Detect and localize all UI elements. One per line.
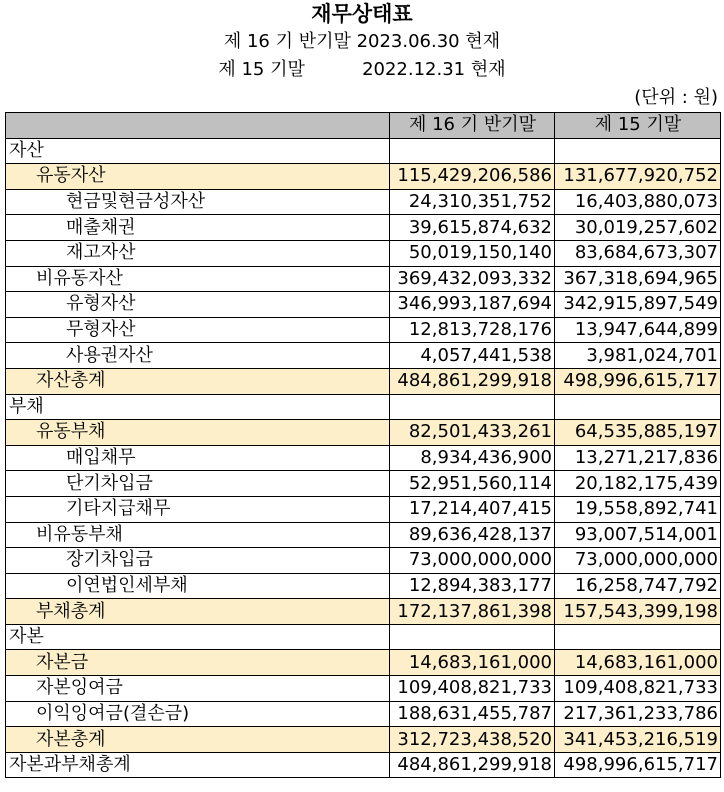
prior-value: 16,258,747,792 bbox=[555, 573, 721, 599]
table-row bbox=[6, 496, 721, 522]
prior-value: 3,981,024,701 bbox=[555, 343, 721, 369]
account-label: 부채 bbox=[6, 394, 390, 420]
account-label: 유동부채 bbox=[6, 420, 390, 446]
prior-value: 30,019,257,602 bbox=[555, 215, 721, 241]
current-value: 17,214,407,415 bbox=[390, 496, 555, 522]
current-value bbox=[390, 138, 555, 164]
table-row bbox=[6, 164, 721, 190]
prior-value: 109,408,821,733 bbox=[555, 676, 721, 702]
account-label: 매출채권 bbox=[6, 215, 390, 241]
prior-value: 131,677,920,752 bbox=[555, 164, 721, 190]
current-value: 24,310,351,752 bbox=[390, 189, 555, 215]
current-value: 39,615,874,632 bbox=[390, 215, 555, 241]
account-label: 부채총계 bbox=[6, 599, 390, 625]
table-row bbox=[6, 599, 721, 625]
prior-value: 341,453,216,519 bbox=[555, 727, 721, 753]
table-row bbox=[6, 573, 721, 599]
account-label: 단기차입금 bbox=[6, 471, 390, 497]
prior-value: 217,361,233,786 bbox=[555, 701, 721, 727]
prior-value: 93,007,514,001 bbox=[555, 522, 721, 548]
account-label: 자본총계 bbox=[6, 727, 390, 753]
prior-value: 498,996,615,717 bbox=[555, 752, 721, 778]
prior-value: 83,684,673,307 bbox=[555, 240, 721, 266]
period-current: 제 16 기 반기말 2023.06.30 현재 bbox=[223, 31, 501, 52]
table-row bbox=[6, 727, 721, 753]
table-row bbox=[6, 138, 721, 164]
unit-label: (단위 : 원) bbox=[634, 87, 718, 108]
current-value: 12,894,383,177 bbox=[390, 573, 555, 599]
table-row bbox=[6, 394, 721, 420]
account-label: 기타지급채무 bbox=[6, 496, 390, 522]
account-label: 유형자산 bbox=[6, 292, 390, 318]
table-row bbox=[6, 317, 721, 343]
account-label: 자산총계 bbox=[6, 368, 390, 394]
prior-value: 342,915,897,549 bbox=[555, 292, 721, 318]
header-current: 제 16 기 반기말 bbox=[390, 113, 555, 139]
balance-sheet-table bbox=[5, 112, 721, 778]
table-row bbox=[6, 189, 721, 215]
table-row bbox=[6, 292, 721, 318]
current-value: 12,813,728,176 bbox=[390, 317, 555, 343]
header-account bbox=[6, 113, 390, 139]
prior-value: 13,947,644,899 bbox=[555, 317, 721, 343]
prior-value: 498,996,615,717 bbox=[555, 368, 721, 394]
table-row bbox=[6, 676, 721, 702]
account-label: 비유동부채 bbox=[6, 522, 390, 548]
current-value: 89,636,428,137 bbox=[390, 522, 555, 548]
account-label: 무형자산 bbox=[6, 317, 390, 343]
account-label: 사용권자산 bbox=[6, 343, 390, 369]
current-value: 82,501,433,261 bbox=[390, 420, 555, 446]
table-row bbox=[6, 343, 721, 369]
header-prior: 제 15 기말 bbox=[555, 113, 721, 139]
table-row bbox=[6, 522, 721, 548]
statement-title: 재무상태표 bbox=[311, 2, 413, 26]
account-label: 장기차입금 bbox=[6, 548, 390, 574]
table-row bbox=[6, 240, 721, 266]
current-value: 52,951,560,114 bbox=[390, 471, 555, 497]
current-value bbox=[390, 624, 555, 650]
prior-value bbox=[555, 138, 721, 164]
header-row bbox=[6, 113, 721, 139]
table-row bbox=[6, 266, 721, 292]
current-value: 50,019,150,140 bbox=[390, 240, 555, 266]
table-row bbox=[6, 420, 721, 446]
current-value: 115,429,206,586 bbox=[390, 164, 555, 190]
account-label: 현금및현금성자산 bbox=[6, 189, 390, 215]
table-row bbox=[6, 445, 721, 471]
table-row bbox=[6, 548, 721, 574]
prior-value: 73,000,000,000 bbox=[555, 548, 721, 574]
table-row bbox=[6, 624, 721, 650]
account-label: 자본과부채총계 bbox=[6, 752, 390, 778]
prior-value: 14,683,161,000 bbox=[555, 650, 721, 676]
current-value: 8,934,436,900 bbox=[390, 445, 555, 471]
prior-value: 13,271,217,836 bbox=[555, 445, 721, 471]
current-value: 484,861,299,918 bbox=[390, 368, 555, 394]
current-value: 4,057,441,538 bbox=[390, 343, 555, 369]
table-row bbox=[6, 471, 721, 497]
prior-value: 64,535,885,197 bbox=[555, 420, 721, 446]
current-value: 312,723,438,520 bbox=[390, 727, 555, 753]
current-value bbox=[390, 394, 555, 420]
current-value: 172,137,861,398 bbox=[390, 599, 555, 625]
prior-value bbox=[555, 624, 721, 650]
account-label: 비유동자산 bbox=[6, 266, 390, 292]
account-label: 매입채무 bbox=[6, 445, 390, 471]
account-label: 이연법인세부채 bbox=[6, 573, 390, 599]
current-value: 14,683,161,000 bbox=[390, 650, 555, 676]
current-value: 188,631,455,787 bbox=[390, 701, 555, 727]
account-label: 재고자산 bbox=[6, 240, 390, 266]
account-label: 자본금 bbox=[6, 650, 390, 676]
account-label: 자본 bbox=[6, 624, 390, 650]
account-label: 유동자산 bbox=[6, 164, 390, 190]
current-value: 484,861,299,918 bbox=[390, 752, 555, 778]
prior-value: 16,403,880,073 bbox=[555, 189, 721, 215]
table-row bbox=[6, 368, 721, 394]
prior-value bbox=[555, 394, 721, 420]
account-label: 자산 bbox=[6, 138, 390, 164]
account-label: 자본잉여금 bbox=[6, 676, 390, 702]
prior-value: 157,543,399,198 bbox=[555, 599, 721, 625]
table-row bbox=[6, 701, 721, 727]
prior-value: 20,182,175,439 bbox=[555, 471, 721, 497]
prior-value: 367,318,694,965 bbox=[555, 266, 721, 292]
current-value: 369,432,093,332 bbox=[390, 266, 555, 292]
table-row bbox=[6, 650, 721, 676]
period-prior: 제 15 기말 2022.12.31 현재 bbox=[218, 59, 506, 80]
current-value: 109,408,821,733 bbox=[390, 676, 555, 702]
current-value: 346,993,187,694 bbox=[390, 292, 555, 318]
prior-value: 19,558,892,741 bbox=[555, 496, 721, 522]
table-row bbox=[6, 215, 721, 241]
table-row bbox=[6, 752, 721, 778]
account-label: 이익잉여금(결손금) bbox=[6, 701, 390, 727]
current-value: 73,000,000,000 bbox=[390, 548, 555, 574]
